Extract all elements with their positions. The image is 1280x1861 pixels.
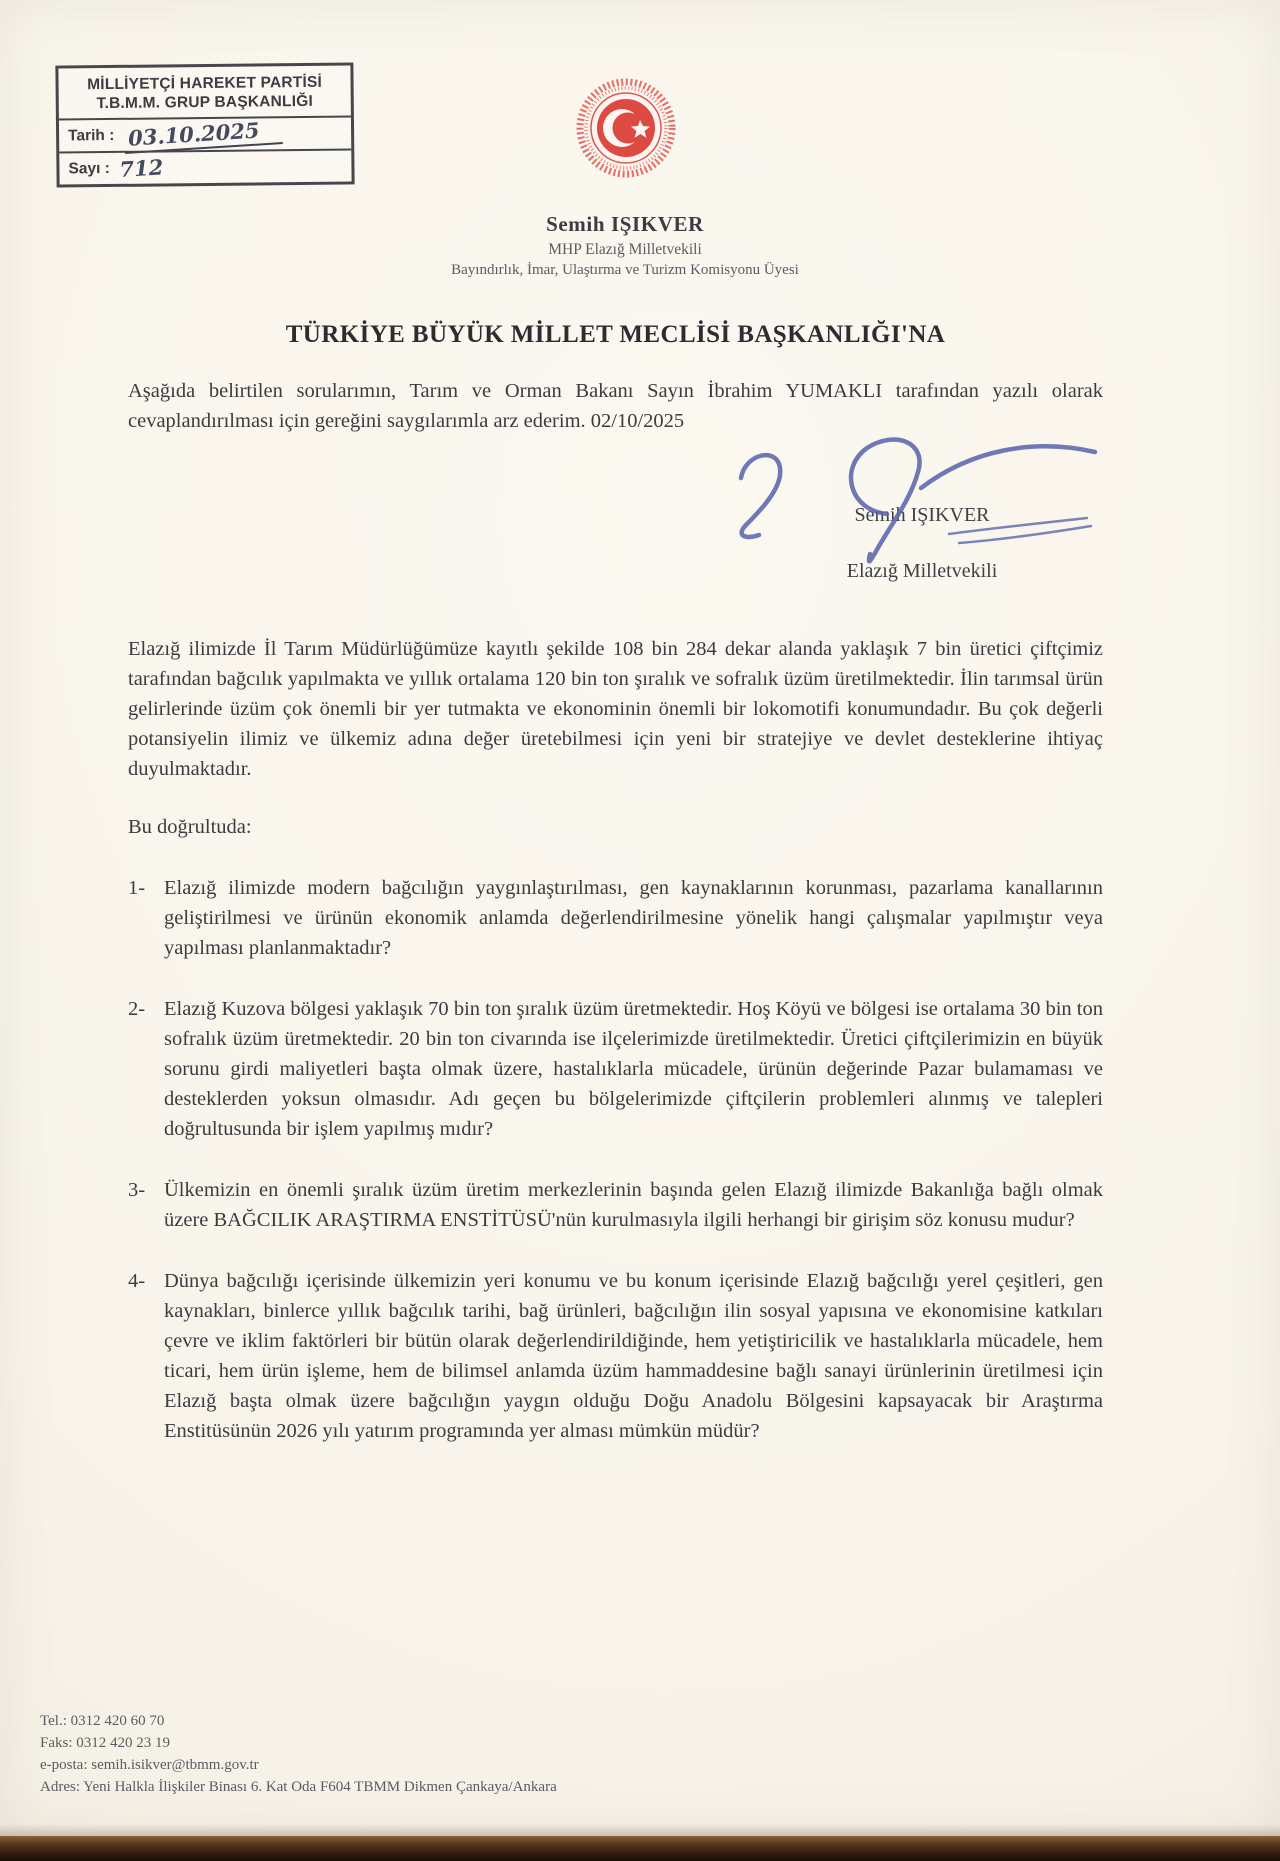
question-list [128,873,1103,1446]
party-stamp [55,62,354,187]
signer-title: Elazığ Milletvekili [846,560,998,582]
question-number: 2- [128,998,146,1020]
question-item-3 [128,1175,1103,1235]
stamp-number-label: Sayı : [68,159,110,177]
question-item-1 [128,873,1103,963]
stamp-date-handwritten: 03.10.2025 [124,116,283,154]
tbmm-emblem-icon [576,78,676,178]
footer-address: Adres: Yeni Halkla İlişkiler Binası 6. Kat Oda F604 TBMM Dikmen Çankaya/Ankara [40,1779,557,1795]
intro-paragraph: Aşağıda belirtilen sorularımın, Tarım ve Orman Bakanı Sayın İbrahim YUMAKLI tarafından yazılı olarak cevaplandırılması için gereğini saygılarımla arz ederim. 02/10/2025 [128,380,1103,432]
letter-body [128,318,1103,1446]
paper-bottom-shadow [0,1824,1280,1836]
stamp-party-title [58,65,351,118]
question-number: 3- [128,1179,146,1201]
question-text: Dünya bağcılığı içerisinde ülkemizin yeri konumu ve bu konum içerisinde Elazığ bağcılığı yerel çeşitleri, gen kaynakları, binlerce yıllık bağcılık tarihi, bağ ürünleri, bağcılığın ilin sosyal yapısına ve ekonomisine katkıları çevre ve iklim faktörleri bir bütün olarak değerlendirildiğinde, hem yetiştiricilik ve hastalıklarla mücadele, hem ticari, hem ürün işleme, hem de bilimsel anlamda üzüm hammaddesine bağlı sanayi ürünlerinin üretilmesi için Elazığ başta olmak üzere bağcılığın yaygın olduğu Doğu Anadolu Bölgesini kapsayacak bir Araştırma Enstitüsünün 2026 yılı yatırım programında yer alması mümkün müdür? [164,1270,1103,1442]
signer-name: Semih IŞIKVER [854,504,990,526]
signature-block [757,444,1087,596]
footer-tel: Tel.: 0312 420 60 70 [40,1713,165,1729]
stamp-party-line1: MİLLİYETÇİ HAREKET PARTİSİ [87,73,323,94]
member-role: MHP Elazığ Milletvekili [548,241,702,258]
question-text: Elazığ Kuzova bölgesi yaklaşık 70 bin ton şıralık üzüm üretmektedir. Hoş Köyü ve bölgesi ise ortalama 30 bin ton sofralık üzüm üretmektedir. 20 bin ton civarında ise ilçelerimizde üretilmektedir. Üretici çiftçilerimizin en büyük sorunu girdi maliyetleri başta olmak üzere, hastalıklarla mücadele, ürünün değerinde Pazar bulamaması ve desteklerden yoksun olmasıdır. Adı geçen bu bölgelerimizde çiftçilerin problemleri alınmış ve talepleri doğrultusunda bir işlem yapılmış mıdır? [164,998,1103,1140]
desk-surface [0,1836,1280,1861]
footer-fax: Faks: 0312 420 23 19 [40,1735,171,1751]
question-number: 1- [128,877,146,899]
stamp-number-row [59,148,351,184]
letterhead [320,212,930,279]
question-item-4 [128,1266,1103,1446]
member-name: Semih IŞIKVER [546,212,704,236]
question-text: Elazığ ilimizde modern bağcılığın yaygınlaştırılması, gen kaynaklarının korunması, pazarlama kanallarının geliştirilmesi ve ürünün ekonomik anlamda değerlendirilmesine yönelik hangi çalışmalar yapılmıştır veya yapılması planlanmaktadır? [164,877,1103,959]
lead-in: Bu doğrultuda: [128,816,252,838]
question-number: 4- [128,1270,146,1292]
question-item-2 [128,994,1103,1144]
contact-footer [40,1710,800,1798]
question-text: Ülkemizin en önemli şıralık üzüm üretim merkezlerinin başında gelen Elazığ ilimizde Bakanlığa bağlı olmak üzere BAĞCILIK ARAŞTIRMA ENSTİTÜSÜ'nün kurulmasıyla ilgili herhangi bir girişim söz konusu mudur? [164,1179,1103,1231]
addressee-title: TÜRKİYE BÜYÜK MİLLET MECLİSİ BAŞKANLIĞI'NA [285,321,946,348]
stamp-date-label: Tarih : [68,126,115,144]
main-paragraph: Elazığ ilimizde İl Tarım Müdürlüğümüze kayıtlı şekilde 108 bin 284 dekar alanda yaklaşık 7 bin üretici çiftçimiz tarafından bağcılık yapılmakta ve yıllık ortalama 120 bin ton şıralık ve sofralık üzüm üretilmektedir. İlin tarımsal ürün gelirlerinde üzüm çok önemli bir yer tutmakta ve ekonominin önemli bir lokomotifi konumundadır. Bu çok değerli potansiyelin ilimiz ve ülkemiz adına değer üretebilmesi için yeni bir stratejiye ve devlet desteklerine ihtiyaç duyulmaktadır. [128,638,1103,780]
stamp-number-handwritten: 712 [119,154,165,183]
stamp-party-line2: T.B.M.M. GRUP BAŞKANLIĞI [96,92,314,113]
member-committee: Bayındırlık, İmar, Ulaştırma ve Turizm Komisyonu Üyesi [451,262,799,278]
footer-email: e-posta: semih.isikver@tbmm.gov.tr [40,1757,259,1773]
stamp-date-row [59,115,351,151]
